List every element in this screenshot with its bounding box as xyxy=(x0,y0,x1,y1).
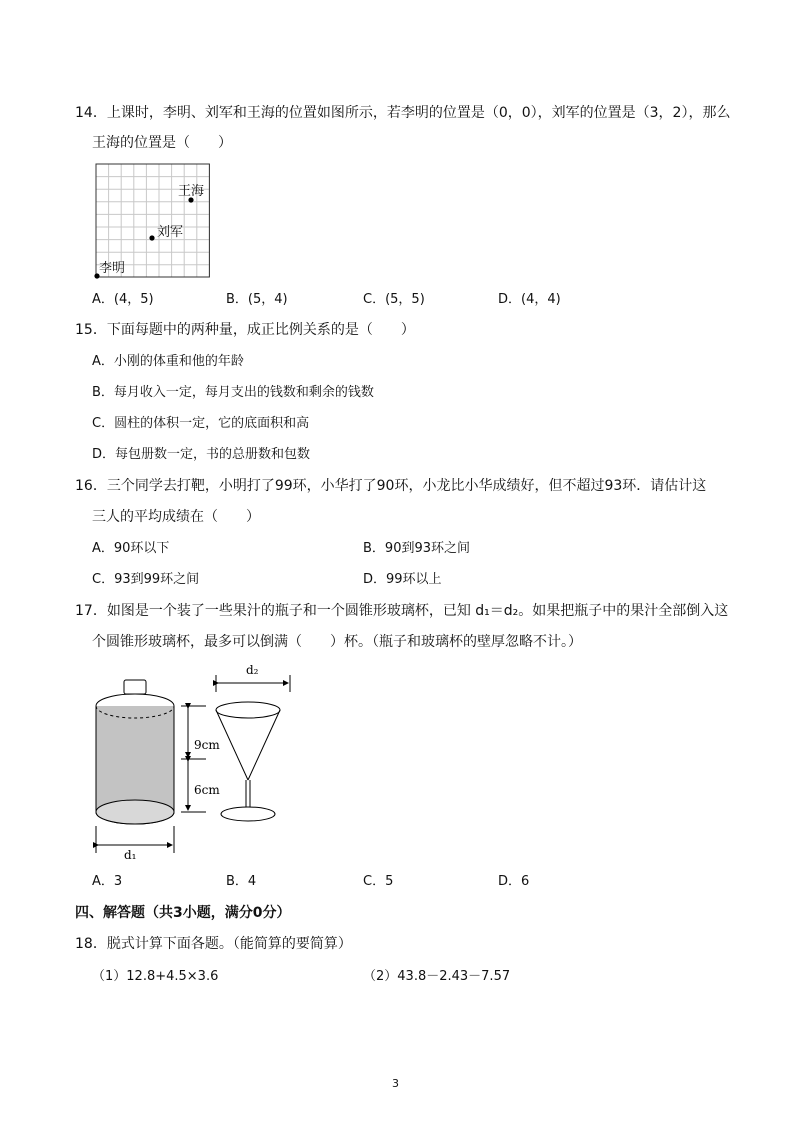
q16-stem-line2: 三人的平均成绩在（ ） xyxy=(92,509,260,525)
d2-dimension xyxy=(216,675,290,692)
q14-stem-line1: 14．上课时，李明、刘军和王海的位置如图所示，若李明的位置是（0，0），刘军的位置是（3，2），那么 xyxy=(75,105,731,121)
q14-option-b: B．(5，4) xyxy=(226,292,288,307)
q17-stem-line2: 个圆锥形玻璃杯，最多可以倒满（ ）杯。（瓶子和玻璃杯的壁厚忽略不计。） xyxy=(92,634,582,650)
q14-option-d: D．(4，4) xyxy=(498,292,561,307)
h-lower-label: 6cm xyxy=(194,783,220,797)
liujun-label: 刘军 xyxy=(157,225,184,240)
wanghai-label: 王海 xyxy=(178,184,205,199)
h-upper-label: 9cm xyxy=(194,738,220,752)
q17-option-a: A．3 xyxy=(92,874,123,889)
q15-option-a: A．小刚的体重和他的年龄 xyxy=(92,354,244,369)
q14-option-a: A．(4，5) xyxy=(92,292,154,307)
q17-option-d: D．6 xyxy=(498,874,530,889)
q14-stem-line2: 王海的位置是（ ） xyxy=(92,135,232,151)
q15-option-b: B．每月收入一定，每月支出的钱数和剩余的钱数 xyxy=(92,385,374,400)
liujun-dot xyxy=(149,235,154,240)
q18-stem: 18．脱式计算下面各题。（能简算的要简算） xyxy=(75,936,352,952)
q17-option-c: C．5 xyxy=(363,874,394,889)
q16-option-d: D．99环以上 xyxy=(363,572,442,587)
q15-option-d: D．每包册数一定，书的总册数和包数 xyxy=(92,447,311,462)
q16-stem-line1: 16．三个同学去打靶，小明打了99环，小华打了90环，小龙比小华成绩好，但不超过93环．请估计这 xyxy=(75,478,707,494)
d1-label: d₁ xyxy=(124,848,137,862)
q18-part2: （2）43.8－2.43－7.57 xyxy=(363,969,511,984)
page-number: 3 xyxy=(392,1077,399,1090)
q17-figure xyxy=(88,660,298,865)
section4-title: 四、解答题（共3小题，满分0分） xyxy=(75,905,291,921)
q17-stem-line1: 17．如图是一个装了一些果汁的瓶子和一个圆锥形玻璃杯，已知 d₁＝d₂。如果把瓶子中的果汁全部倒入这 xyxy=(75,603,729,619)
q16-option-c: C．93到99环之间 xyxy=(92,572,200,587)
cone-glass xyxy=(216,702,280,821)
liming-label: 李明 xyxy=(99,261,126,276)
q15-stem: 15．下面每题中的两种量，成正比例关系的是（ ） xyxy=(75,322,415,338)
q16-option-b: B．90到93环之间 xyxy=(363,541,471,556)
q18-part1: （1）12.8+4.5×3.6 xyxy=(92,969,219,984)
bottle-shape xyxy=(96,680,174,824)
q15-option-c: C．圆柱的体积一定，它的底面积和高 xyxy=(92,416,310,431)
q17-option-b: B．4 xyxy=(226,874,257,889)
q16-option-a: A．90环以下 xyxy=(92,541,170,556)
q14-grid-figure xyxy=(90,158,218,280)
q14-option-c: C．(5，5) xyxy=(363,292,425,307)
d2-label: d₂ xyxy=(246,663,259,677)
